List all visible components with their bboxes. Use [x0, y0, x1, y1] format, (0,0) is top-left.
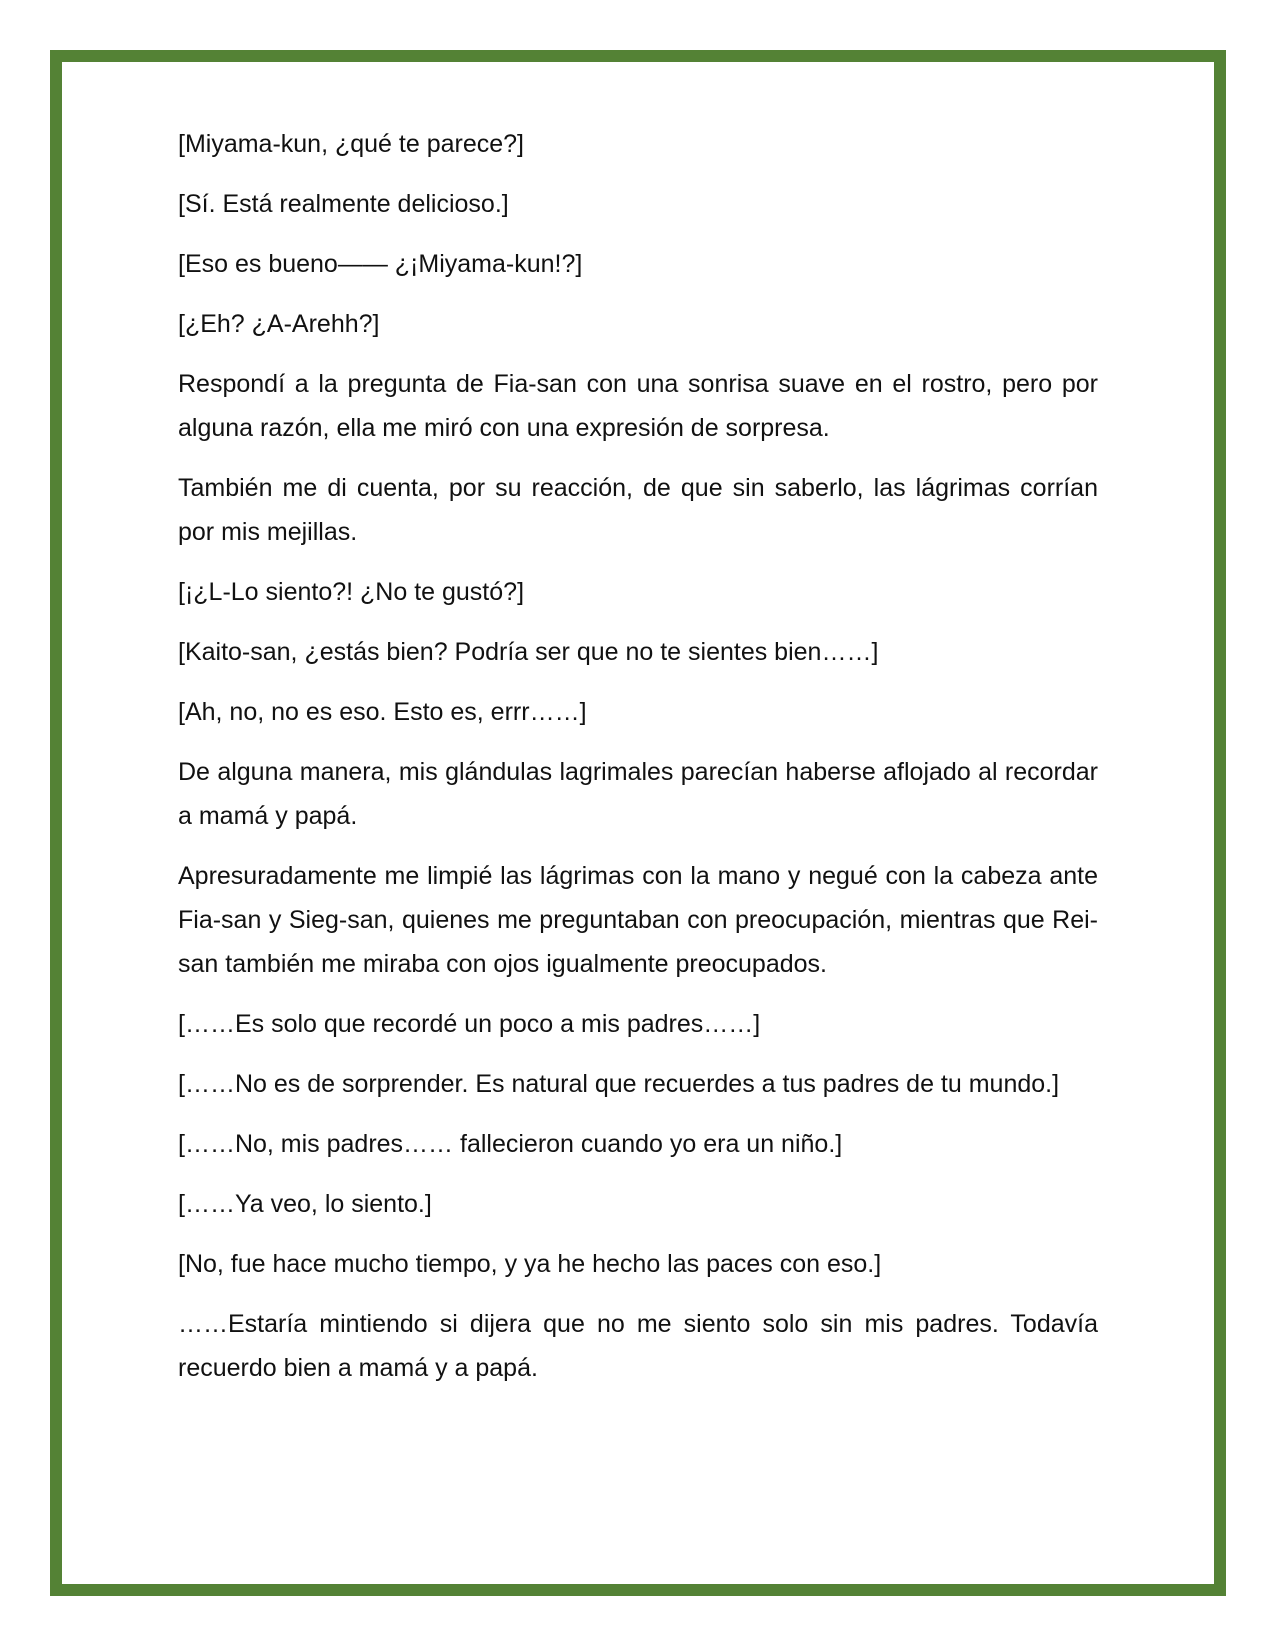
dialogue-line: [……Es solo que recordé un poco a mis padres……] [178, 1010, 761, 1038]
dialogue-line: [¿Eh? ¿A-Arehh?] [178, 310, 380, 338]
dialogue-line: [Ah, no, no es eso. Esto es, errr……] [178, 698, 587, 726]
dialogue-line: [……No es de sorprender. Es natural que recuerdes a tus padres de tu mundo.] [178, 1070, 1060, 1098]
dialogue-line: [No, fue hace mucho tiempo, y ya he hecho las paces con eso.] [178, 1250, 882, 1278]
narration-paragraph: Apresuradamente me limpié las lágrimas con la mano y negué con la cabeza ante Fia-san y Sieg-san, quienes me preguntaban con preocupación, mientras que Rei-san también me miraba con ojos igualmente preocupados. [178, 862, 1098, 978]
narration-paragraph: Respondí a la pregunta de Fia-san con una sonrisa suave en el rostro, pero por alguna razón, ella me miró con una expresión de sorpresa. [178, 370, 1098, 442]
dialogue-line: [Miyama-kun, ¿qué te parece?] [178, 130, 524, 158]
narration-paragraph: De alguna manera, mis glándulas lagrimales parecían haberse aflojado al recordar a mamá y papá. [178, 758, 1098, 830]
dialogue-line: [……No, mis padres…… fallecieron cuando yo era un niño.] [178, 1130, 843, 1158]
document-body [178, 122, 1098, 1406]
dialogue-line: [Eso es bueno—— ¿¡Miyama-kun!?] [178, 250, 583, 278]
dialogue-line: [Kaito-san, ¿estás bien? Podría ser que no te sientes bien……] [178, 638, 879, 666]
narration-paragraph: ……Estaría mintiendo si dijera que no me siento solo sin mis padres. Todavía recuerdo bien a mamá y a papá. [178, 1310, 1098, 1382]
dialogue-line: [Sí. Está realmente delicioso.] [178, 190, 509, 218]
narration-paragraph: También me di cuenta, por su reacción, de que sin saberlo, las lágrimas corrían por mis mejillas. [178, 474, 1098, 546]
dialogue-line: [……Ya veo, lo siento.] [178, 1190, 432, 1218]
dialogue-line: [¡¿L-Lo siento?! ¿No te gustó?] [178, 578, 525, 606]
